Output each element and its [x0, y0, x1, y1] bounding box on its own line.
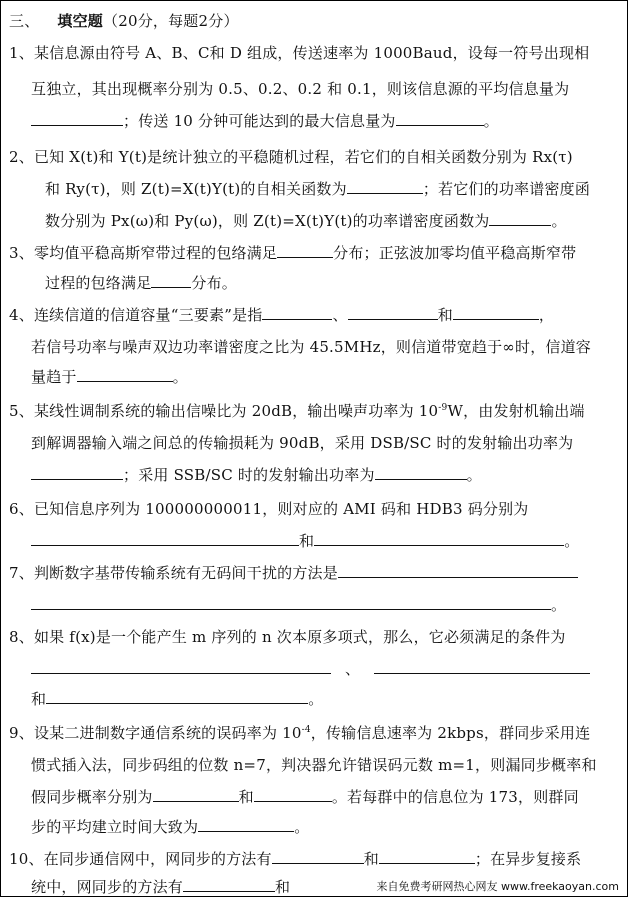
q5-line3	[31, 465, 482, 485]
q8-line3	[31, 689, 323, 709]
q7-line1	[9, 563, 578, 583]
q9-text-3b: 和	[238, 788, 254, 806]
q10-blank-1[interactable]	[272, 849, 364, 864]
q3-line1	[9, 243, 576, 263]
q5-exponent: -9	[438, 403, 448, 413]
q9-line1	[9, 723, 590, 743]
q5-blank-1[interactable]	[31, 465, 123, 480]
q8-blank-3[interactable]	[46, 689, 308, 704]
q4-line2: 若信号功率与噪声双边功率谱密度之比为 45.5MHz，则信道带宽趋于∞时，信道容	[31, 338, 592, 356]
q2-text-2a: 和 Ry(τ)，则 Z(t)=X(t)Y(t)的自相关函数为	[45, 180, 347, 198]
q1-line1: 1、某信息源由符号 A、B、C和 D 组成，传送速率为 1000Baud，设每一符号出现相	[9, 44, 590, 62]
q4-blank-2[interactable]	[348, 305, 438, 320]
q9-text-4b: 。	[294, 818, 310, 836]
q8-blank-2[interactable]	[374, 659, 590, 674]
q10-blank-2[interactable]	[379, 849, 475, 864]
q10-text-1a: 10、在同步通信网中，网同步的方法有	[9, 850, 272, 868]
q1-line3	[31, 111, 499, 131]
q4-line3	[31, 367, 188, 387]
q5-text-1b: W，由发射机输出端	[447, 402, 585, 420]
q7-blank-2[interactable]	[31, 595, 551, 610]
q6-line2	[31, 531, 579, 551]
q4-blank-4[interactable]	[77, 367, 173, 382]
q2-blank-2[interactable]	[489, 211, 551, 226]
q5-text-3a: ；采用 SSB/SC 时的发射输出功率为	[123, 466, 375, 484]
q8-text-2a: 、	[345, 660, 361, 678]
q2-line3	[45, 211, 567, 231]
q9-line4	[31, 817, 309, 837]
q8-line2	[31, 659, 590, 679]
q4-line1	[9, 305, 554, 325]
q8-text-3b: 。	[308, 690, 324, 708]
section-note: （20分，每题2分）	[103, 12, 239, 30]
q5-line2: 到解调器输入端之间总的传输损耗为 90dB，采用 DSB/SC 时的发射输出功率为	[31, 434, 574, 452]
q2-line1: 2、已知 X(t)和 Y(t)是统计独立的平稳随机过程，若它们的自相关函数分别为 Rx(τ)	[9, 148, 573, 166]
q6-blank-2[interactable]	[314, 531, 564, 546]
q3-text-1b: 分布；正弦波加零均值平稳高斯窄带	[333, 244, 577, 262]
q9-blank-2[interactable]	[254, 787, 332, 802]
q4-blank-3[interactable]	[453, 305, 539, 320]
q8-blank-1[interactable]	[31, 659, 331, 674]
q3-line2	[45, 273, 237, 293]
q6-line1: 6、已知信息序列为 100000000011，则对应的 AMI 码和 HDB3 码分别为	[9, 500, 529, 518]
q1-text-3b: 。	[483, 112, 499, 130]
q6-text-2a: 和	[299, 532, 315, 550]
q2-blank-1[interactable]	[347, 179, 423, 194]
q9-text-3a: 假同步概率分别为	[31, 788, 153, 806]
q9-blank-3[interactable]	[198, 817, 294, 832]
q4-text-1b: 、	[332, 306, 348, 324]
section-title: 填空题	[57, 12, 104, 30]
q9-text-1b: ，传输信息速率为 2kbps，群同步采用连	[310, 724, 591, 742]
q4-text-3b: 。	[172, 368, 188, 386]
q7-text-1: 7、判断数字基带传输系统有无码间干扰的方法是	[9, 564, 338, 582]
q8-text-3a: 和	[31, 690, 47, 708]
q8-line1: 8、如果 f(x)是一个能产生 m 序列的 n 次本原多项式，那么，它必须满足的条件为	[9, 628, 566, 646]
watermark: 来自免费考研网热心网友 www.freekaoyan.com	[376, 880, 619, 893]
q5-text-1a: 5、某线性调制系统的输出信噪比为 20dB，输出噪声功率为 10	[9, 402, 439, 420]
q6-blank-1[interactable]	[31, 531, 299, 546]
q10-line2	[31, 877, 290, 897]
q10-text-1b: 和	[363, 850, 379, 868]
q3-text-2b: 分布。	[191, 274, 238, 292]
q4-text-1c: 和	[437, 306, 453, 324]
q9-line2: 惯式插入法，同步码组的位数 n=7，判决器允许错误码元数 m=1，则漏同步概率和	[31, 756, 597, 774]
q7-line2	[31, 595, 566, 615]
q4-blank-1[interactable]	[262, 305, 332, 320]
q10-text-2b: 和	[275, 878, 291, 896]
q1-line2: 互独立，其出现概率分别为 0.5、0.2、0.2 和 0.1，则该信息源的平均信息量为	[31, 80, 570, 98]
q9-text-1a: 9、设某二进制数字通信系统的误码率为 10	[9, 724, 302, 742]
q5-blank-2[interactable]	[375, 465, 467, 480]
q2-text-3a: 数分别为 Px(ω)和 Py(ω)，则 Z(t)=X(t)Y(t)的功率谱密度函数为	[45, 212, 490, 230]
q3-text-2a: 过程的包络满足	[45, 274, 152, 292]
q1-blank-2[interactable]	[396, 111, 484, 126]
q10-line1	[9, 849, 581, 869]
q6-text-2b: 。	[564, 532, 580, 550]
q3-blank-2[interactable]	[151, 273, 191, 288]
q1-blank-1[interactable]	[31, 111, 123, 126]
q9-exponent: -4	[301, 725, 311, 735]
section-number: 三、	[9, 12, 40, 30]
q10-text-2a: 统中，网同步的方法有	[31, 878, 184, 896]
q4-text-3a: 量趋于	[31, 368, 77, 386]
q5-text-3b: 。	[466, 466, 482, 484]
q3-text-1a: 3、零均值平稳高斯窄带过程的包络满足	[9, 244, 278, 262]
q10-text-1c: ；在异步复接系	[474, 850, 582, 868]
q7-blank-1[interactable]	[338, 563, 578, 578]
q10-blank-3[interactable]	[183, 877, 275, 892]
q4-text-1a: 4、连续信道的信道容量“三要素”是指	[9, 306, 263, 324]
q2-text-2b: ；若它们的功率谱密度函	[422, 180, 591, 198]
q9-line3	[31, 787, 579, 807]
q9-blank-1[interactable]	[153, 787, 239, 802]
q9-text-4a: 步的平均建立时间大致为	[31, 818, 199, 836]
q7-text-2: 。	[551, 596, 567, 614]
q2-text-3b: 。	[551, 212, 567, 230]
q4-text-1d: ，	[538, 306, 555, 324]
q5-line1	[9, 401, 585, 421]
section-heading	[9, 11, 239, 31]
q2-line2	[45, 179, 590, 199]
q1-text-3a: ；传送 10 分钟可能达到的最大信息量为	[123, 112, 396, 130]
q9-text-3c: 。若每群中的信息位为 173，则群同	[331, 788, 579, 806]
q3-blank-1[interactable]	[277, 243, 333, 258]
